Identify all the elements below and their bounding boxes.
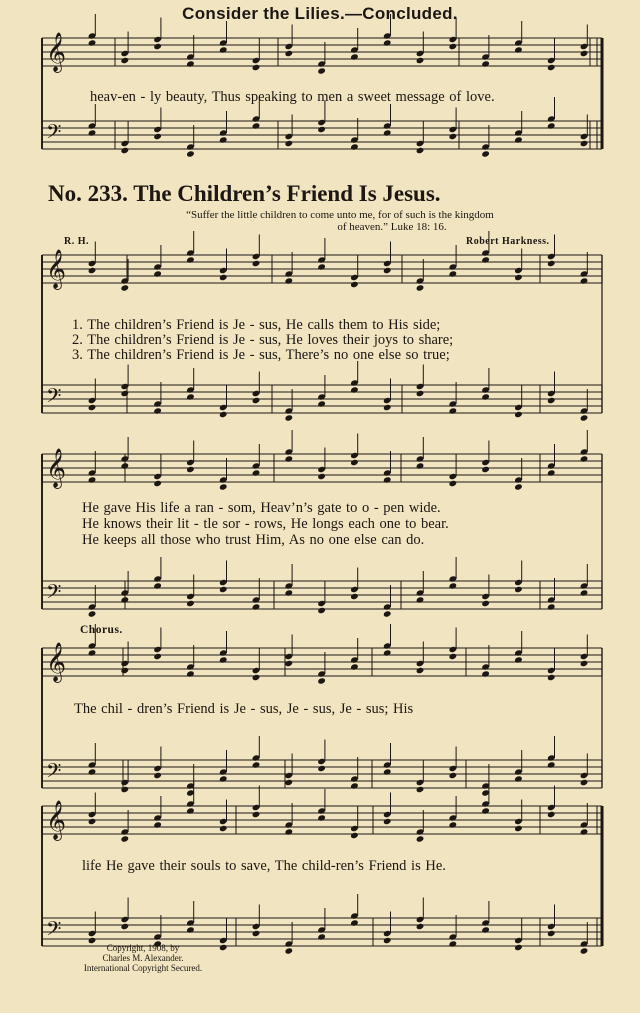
note-head <box>153 653 162 660</box>
author-credit: R. H. <box>64 236 89 247</box>
note-head <box>186 466 195 473</box>
note-head <box>186 670 195 677</box>
bass-clef-icon: 𝄢 <box>46 580 62 608</box>
note-head <box>481 60 490 67</box>
note-head <box>186 600 195 607</box>
note-head <box>350 593 359 600</box>
note-head <box>285 947 294 954</box>
note-head <box>153 821 162 828</box>
epigraph-line-1: “Suffer the little children to come unto me, for of such is the kingdom <box>186 209 494 221</box>
note-head <box>481 670 490 677</box>
note-head <box>153 133 162 140</box>
note-head <box>317 126 326 133</box>
bass-clef-icon: 𝄢 <box>46 917 62 945</box>
note-head <box>317 677 326 684</box>
note-head <box>350 782 359 789</box>
note-head <box>350 919 359 926</box>
note-head <box>580 277 589 284</box>
note-head <box>416 462 425 469</box>
note-head <box>580 50 589 57</box>
verse-3-part-1: 3. The children’s Friend is Je - sus, There’s no one else so true; <box>72 347 450 363</box>
note-head <box>416 596 425 603</box>
note-head <box>383 267 392 274</box>
note-head <box>514 274 523 281</box>
note-head <box>449 653 458 660</box>
bass-clef-icon: 𝄢 <box>46 759 62 787</box>
note-head <box>514 775 523 782</box>
note-head <box>383 476 392 483</box>
verse-1-part-2: He gave His life a ran - som, Heav’n’s gate to o - pen wide. <box>82 500 441 516</box>
note-head <box>153 480 162 487</box>
note-head <box>186 393 195 400</box>
note-head <box>252 761 261 768</box>
bass-clef-icon: 𝄢 <box>46 384 62 412</box>
note-head <box>416 57 425 64</box>
note-head <box>252 122 261 129</box>
note-head <box>186 807 195 814</box>
note-head <box>121 786 130 793</box>
note-head <box>219 136 228 143</box>
note-head <box>219 586 228 593</box>
note-head <box>219 825 228 832</box>
note-head <box>514 483 523 490</box>
note-head <box>383 768 392 775</box>
note-head <box>317 933 326 940</box>
note-head <box>350 832 359 839</box>
note-head <box>88 649 97 656</box>
note-head <box>317 263 326 270</box>
treble-clef-icon: 𝄞 <box>46 642 67 682</box>
note-head <box>317 607 326 614</box>
note-head <box>88 267 97 274</box>
note-head <box>514 586 523 593</box>
note-head <box>88 610 97 617</box>
note-head <box>285 660 294 667</box>
note-head <box>88 768 97 775</box>
bass-clef-icon: 𝄢 <box>46 120 62 148</box>
note-head <box>317 400 326 407</box>
note-head <box>317 473 326 480</box>
verse-3-part-2: He keeps all those who trust Him, As no one else can do. <box>82 532 425 548</box>
note-head <box>350 386 359 393</box>
note-head <box>121 462 130 469</box>
note-head <box>153 582 162 589</box>
note-head <box>317 765 326 772</box>
verse-1-part-1: 1. The children’s Friend is Je - sus, He calls them to His side; <box>72 317 441 333</box>
note-head <box>121 923 130 930</box>
hymn-title: No. 233. The Children’s Friend Is Jesus. <box>48 181 441 206</box>
note-head <box>121 390 130 397</box>
note-head <box>121 596 130 603</box>
note-head <box>416 390 425 397</box>
note-head <box>285 50 294 57</box>
note-head <box>285 589 294 596</box>
note-head <box>514 656 523 663</box>
note-head <box>153 43 162 50</box>
note-head <box>514 944 523 951</box>
note-head <box>383 610 392 617</box>
verse-2-part-2: He knows their lit - tle sor - rows, He longs each one to bear. <box>82 516 449 532</box>
note-head <box>580 140 589 147</box>
note-head <box>580 455 589 462</box>
note-head <box>121 284 130 291</box>
note-head <box>449 940 458 947</box>
note-head <box>317 67 326 74</box>
note-head <box>449 582 458 589</box>
note-head <box>153 270 162 277</box>
note-head <box>88 39 97 46</box>
note-head <box>88 404 97 411</box>
note-head <box>449 821 458 828</box>
note-head <box>449 133 458 140</box>
note-head <box>219 274 228 281</box>
note-head <box>219 775 228 782</box>
note-head <box>416 835 425 842</box>
note-head <box>285 414 294 421</box>
note-head <box>252 469 261 476</box>
note-head <box>580 660 589 667</box>
note-head <box>547 260 556 267</box>
treble-clef-icon: 𝄞 <box>46 800 67 840</box>
note-head <box>153 407 162 414</box>
note-head <box>481 256 490 263</box>
note-head <box>547 122 556 129</box>
treble-clef-icon: 𝄞 <box>46 249 67 289</box>
note-head <box>416 667 425 674</box>
treble-clef-icon: 𝄞 <box>46 448 67 488</box>
note-head <box>317 814 326 821</box>
composer-credit: Robert Harkness. <box>466 236 550 247</box>
note-head <box>219 656 228 663</box>
note-head <box>285 779 294 786</box>
note-head <box>252 397 261 404</box>
note-head <box>481 600 490 607</box>
note-head <box>121 835 130 842</box>
note-head <box>547 603 556 610</box>
note-head <box>547 469 556 476</box>
note-head <box>449 772 458 779</box>
note-head <box>383 39 392 46</box>
note-head <box>350 281 359 288</box>
note-head <box>481 807 490 814</box>
chorus-lyric-2: life He gave their souls to save, The child-ren’s Friend is He. <box>82 858 446 874</box>
note-head <box>383 129 392 136</box>
note-head <box>547 674 556 681</box>
note-head <box>186 150 195 157</box>
note-head <box>153 772 162 779</box>
note-head <box>416 284 425 291</box>
note-head <box>186 60 195 67</box>
note-head <box>285 455 294 462</box>
note-head <box>121 147 130 154</box>
chorus-lyric-1: The chil - dren’s Friend is Je - sus, Je - sus, Je - sus; His <box>74 701 414 717</box>
note-head <box>383 818 392 825</box>
note-head <box>416 786 425 793</box>
note-head <box>481 393 490 400</box>
note-head <box>88 129 97 136</box>
note-head <box>547 930 556 937</box>
note-head <box>580 589 589 596</box>
note-head <box>514 825 523 832</box>
note-head <box>285 277 294 284</box>
note-head <box>481 150 490 157</box>
note-head <box>449 480 458 487</box>
note-head <box>547 64 556 71</box>
note-head <box>285 140 294 147</box>
note-head <box>547 811 556 818</box>
note-head <box>481 466 490 473</box>
note-head <box>580 779 589 786</box>
note-head <box>383 404 392 411</box>
epigraph-line-2: of heaven.” Luke 18: 16. <box>337 221 447 233</box>
note-head <box>252 930 261 937</box>
note-head <box>547 397 556 404</box>
note-head <box>252 674 261 681</box>
previous-hymn-lyric: heav-en - ly beauty, Thus speaking to men a sweet message of love. <box>90 89 495 105</box>
note-head <box>514 411 523 418</box>
note-head <box>514 136 523 143</box>
note-head <box>383 649 392 656</box>
note-head <box>350 53 359 60</box>
copyright-line-1: Copyright, 1908, by <box>106 943 180 953</box>
note-head <box>580 828 589 835</box>
note-head <box>481 926 490 933</box>
note-head <box>514 46 523 53</box>
note-head <box>580 947 589 954</box>
note-head <box>186 256 195 263</box>
note-head <box>88 818 97 825</box>
previous-hymn-header: Consider the Lilies.—Concluded. <box>182 4 458 23</box>
chorus-label: Chorus. <box>80 624 123 636</box>
note-head <box>285 828 294 835</box>
note-head <box>580 414 589 421</box>
note-head <box>252 811 261 818</box>
copyright-line-3: International Copyright Secured. <box>83 963 203 973</box>
note-head <box>219 483 228 490</box>
note-head <box>547 761 556 768</box>
note-head <box>88 476 97 483</box>
note-head <box>219 46 228 53</box>
note-head <box>252 64 261 71</box>
treble-clef-icon: 𝄞 <box>46 32 67 72</box>
copyright-line-2: Charles M. Alexander. <box>102 953 184 963</box>
note-head <box>121 667 130 674</box>
note-head <box>449 43 458 50</box>
note-head <box>383 937 392 944</box>
note-head <box>350 143 359 150</box>
note-head <box>416 147 425 154</box>
verse-2-part-1: 2. The children’s Friend is Je - sus, He loves their joys to share; <box>72 332 454 348</box>
note-head <box>350 459 359 466</box>
note-head <box>252 260 261 267</box>
note-head <box>219 411 228 418</box>
note-head <box>252 603 261 610</box>
note-head <box>121 57 130 64</box>
note-head <box>186 926 195 933</box>
note-head <box>449 270 458 277</box>
note-head <box>416 923 425 930</box>
note-head <box>350 663 359 670</box>
note-head <box>449 407 458 414</box>
